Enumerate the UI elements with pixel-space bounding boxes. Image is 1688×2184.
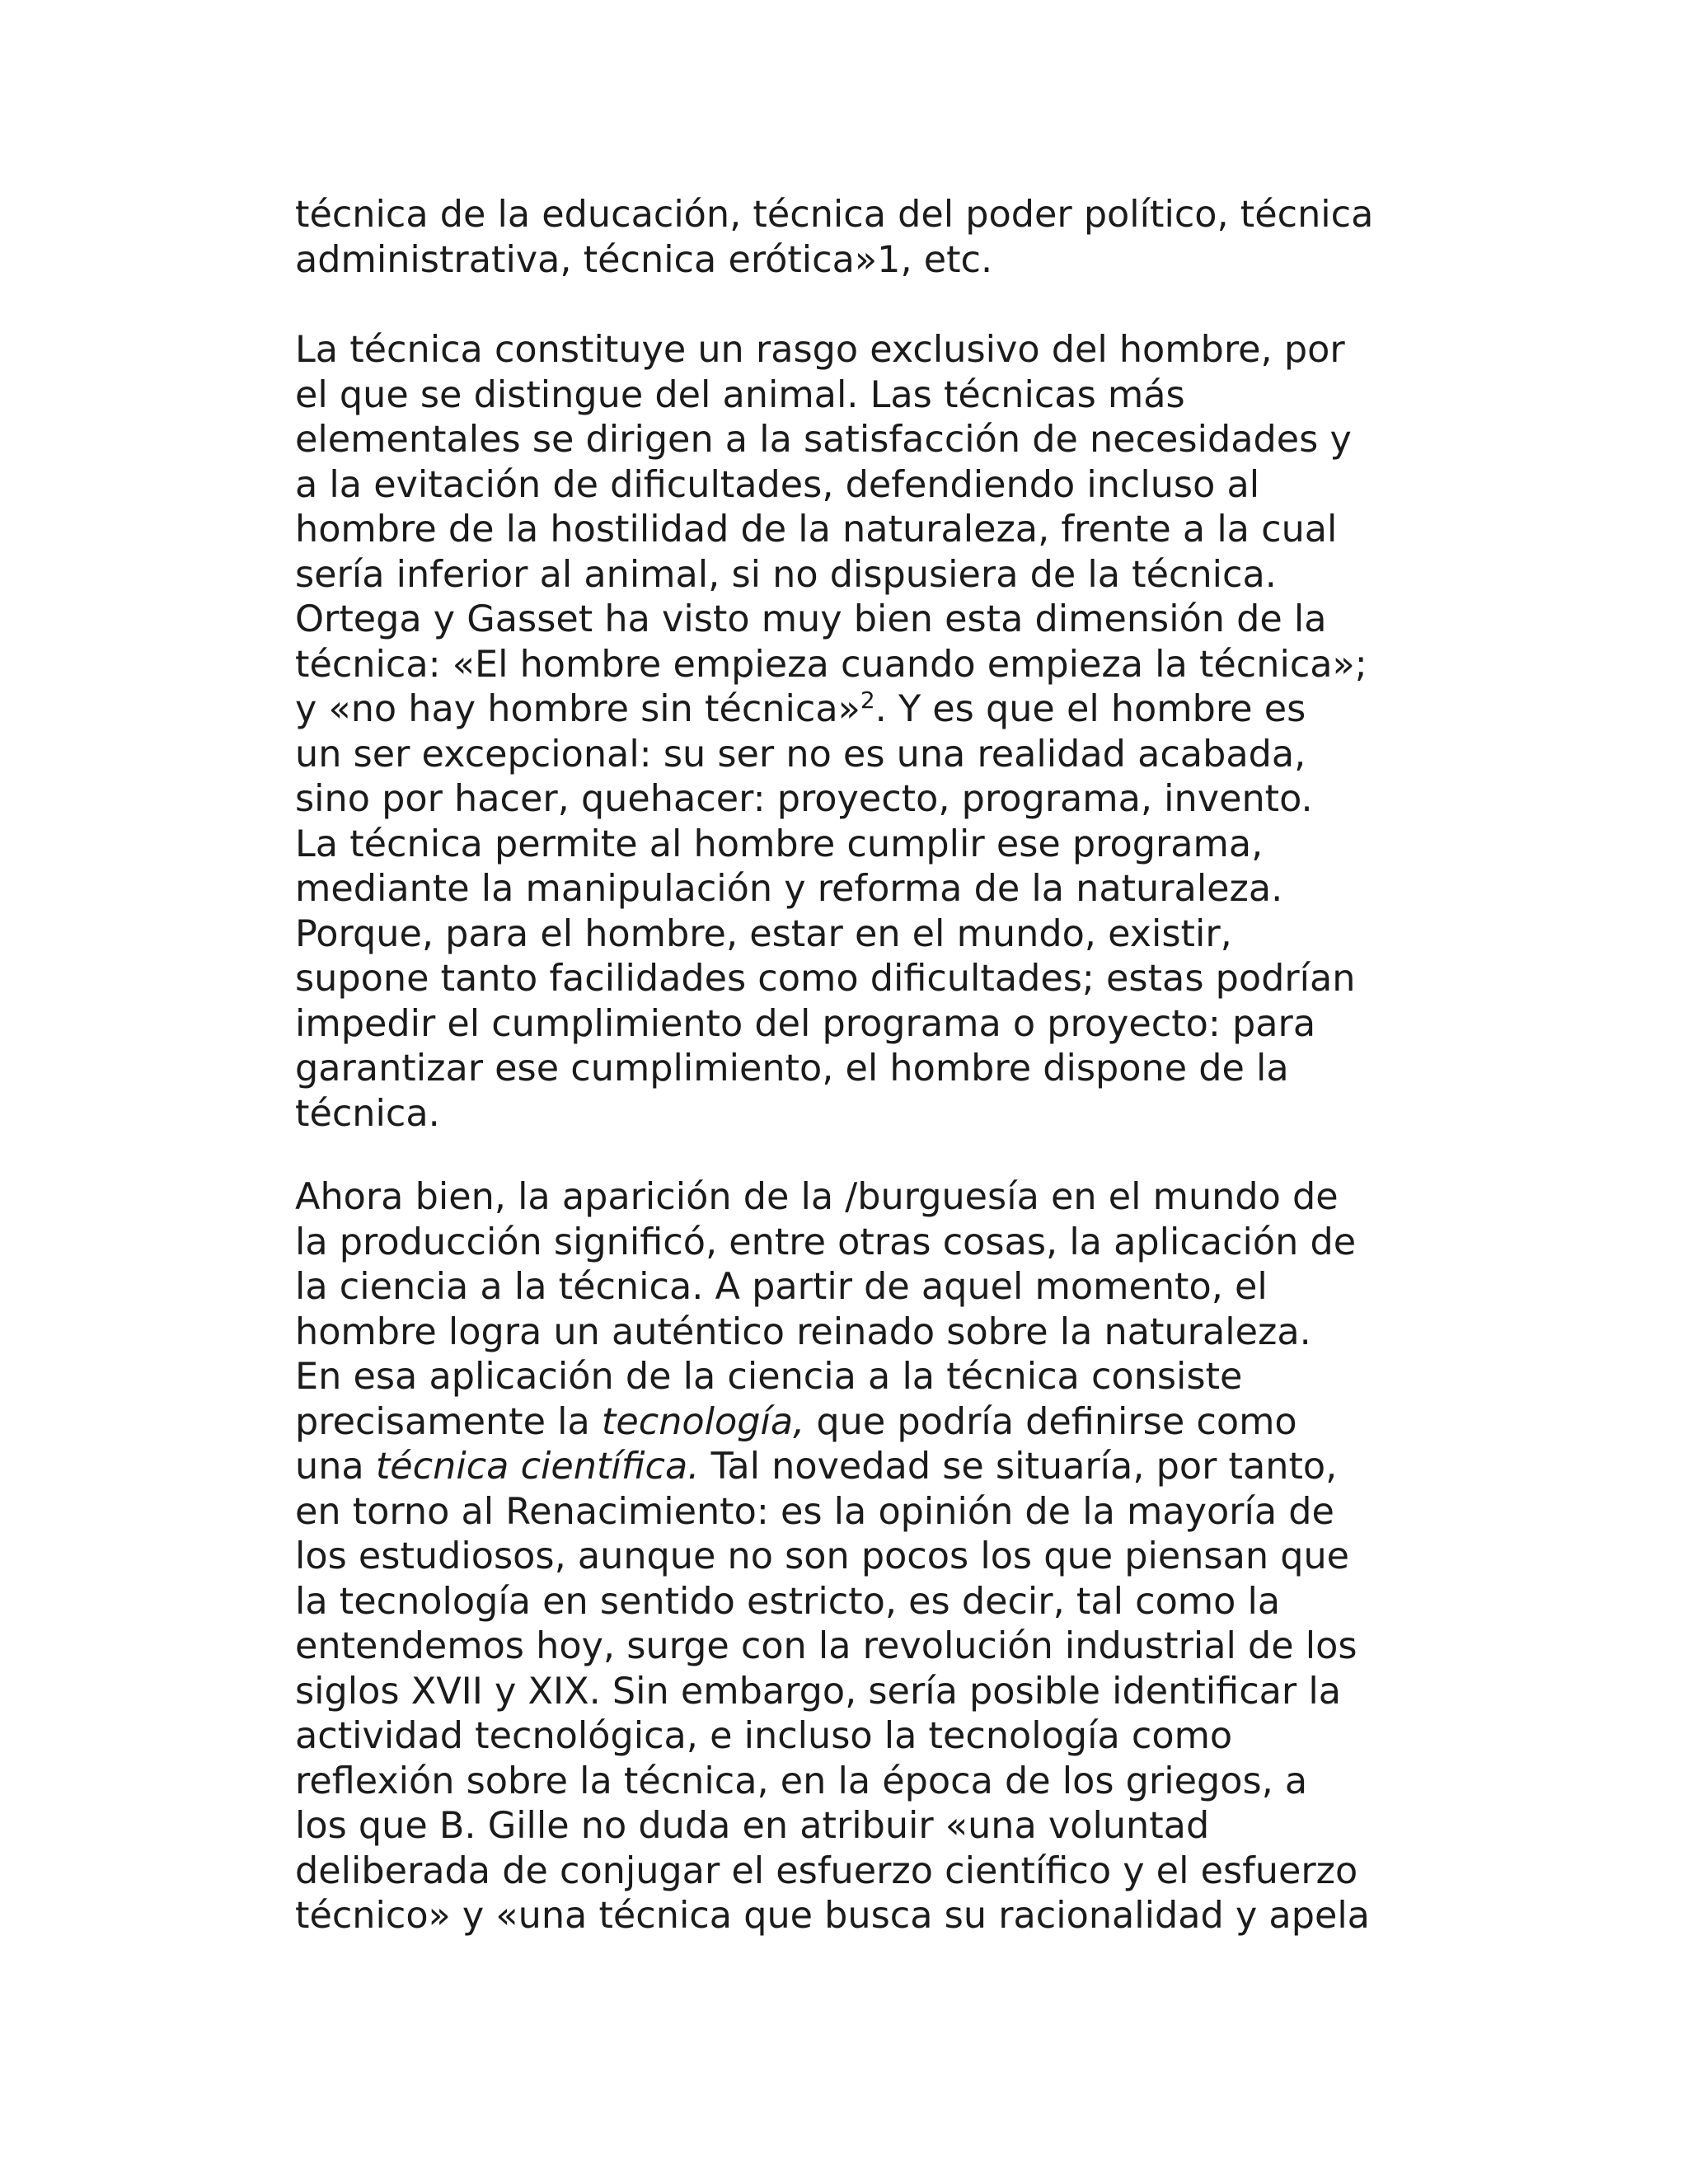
- paragraph-1: [295, 193, 1383, 283]
- text-line: técnica: «El hombre empieza cuando empieza la técnica»;: [295, 643, 1367, 686]
- italic-term-tecnica-cientifica: técnica científica.: [375, 1446, 700, 1488]
- text-line: impedir el cumplimiento del programa o proyecto: para: [295, 1002, 1316, 1045]
- text-segment: . Y es que el hombre es: [874, 688, 1306, 730]
- text-line: en torno al Renacimiento: es la opinión de la mayoría de: [295, 1490, 1334, 1533]
- text-line: los que B. Gille no duda en atribuir «una voluntad: [295, 1805, 1210, 1847]
- italic-term-tecnologia: tecnología,: [601, 1400, 805, 1443]
- text-line: la tecnología en sentido estricto, es decir, tal como la: [295, 1580, 1281, 1623]
- text-line: actividad tecnológica, e incluso la tecnología como: [295, 1715, 1233, 1757]
- text-line: los estudiosos, aunque no son pocos los que piensan que: [295, 1535, 1350, 1577]
- text-line: entendemos hoy, surge con la revolución industrial de los: [295, 1625, 1357, 1667]
- text-line: hombre de la hostilidad de la naturaleza, frente a la cual: [295, 509, 1338, 551]
- text-line: reflexión sobre la técnica, en la época de los griegos, a: [295, 1760, 1308, 1802]
- text-line: un ser excepcional: su ser no es una realidad acabada,: [295, 733, 1306, 776]
- text-line: En esa aplicación de la ciencia a la técnica consiste: [295, 1356, 1243, 1398]
- text-line: Ahora bien, la aparición de la /burguesía en el mundo de: [295, 1176, 1339, 1218]
- text-line: la producción significó, entre otras cosas, la aplicación de: [295, 1221, 1357, 1263]
- text-line: garantizar ese cumplimiento, el hombre dispone de la: [295, 1047, 1289, 1090]
- text-line: Ortega y Gasset ha visto muy bien esta dimensión de la: [295, 598, 1327, 640]
- text-segment: una: [295, 1446, 376, 1488]
- text-line: la ciencia a la técnica. A partir de aquel momento, el: [295, 1266, 1268, 1308]
- text-line: sino por hacer, quehacer: proyecto, programa, invento.: [295, 778, 1313, 820]
- paragraph-3: [295, 1175, 1383, 1939]
- text-line: técnico» y «una técnica que busca su racionalidad y apela: [295, 1895, 1370, 1937]
- text-line: elementales se dirigen a la satisfacción de necesidades y: [295, 419, 1352, 461]
- text-line: hombre logra un auténtico reinado sobre la naturaleza.: [295, 1310, 1311, 1353]
- text-line: el que se distingue del animal. Las técnicas más: [295, 373, 1185, 416]
- text-line: Porque, para el hombre, estar en el mundo, existir,: [295, 912, 1232, 955]
- text-segment: y «no hay hombre sin técnica»: [295, 688, 860, 730]
- text-line: La técnica permite al hombre cumplir ese programa,: [295, 823, 1264, 865]
- text-segment: precisamente la: [295, 1400, 602, 1443]
- text-segment: Tal novedad se situaría, por tanto,: [699, 1446, 1338, 1488]
- text-line: mediante la manipulación y reforma de la naturaleza.: [295, 868, 1283, 910]
- text-line: sería inferior al animal, si no dispusiera de la técnica.: [295, 553, 1277, 596]
- text-line: [295, 1445, 1383, 1490]
- text-line: técnica.: [295, 1092, 440, 1135]
- text-line: administrativa, técnica erótica»1, etc.: [295, 238, 993, 281]
- text-line: La técnica constituye un rasgo exclusivo del hombre, por: [295, 329, 1345, 371]
- text-line: técnica de la educación, técnica del poder político, técnica: [295, 194, 1374, 236]
- footnote-ref-2: 2: [860, 687, 875, 714]
- text-line: deliberada de conjugar el esfuerzo científico y el esfuerzo: [295, 1849, 1358, 1892]
- text-line: siglos XVII y XIX. Sin embargo, sería posible identificar la: [295, 1670, 1342, 1713]
- text-line: [295, 687, 1383, 733]
- text-line: a la evitación de dificultades, defendiendo incluso al: [295, 463, 1260, 506]
- text-line: [295, 1400, 1383, 1446]
- paragraph-2: [295, 328, 1383, 1137]
- text-segment: que podría definirse como: [804, 1400, 1297, 1443]
- text-line: supone tanto facilidades como dificultades; estas podrían: [295, 958, 1356, 1000]
